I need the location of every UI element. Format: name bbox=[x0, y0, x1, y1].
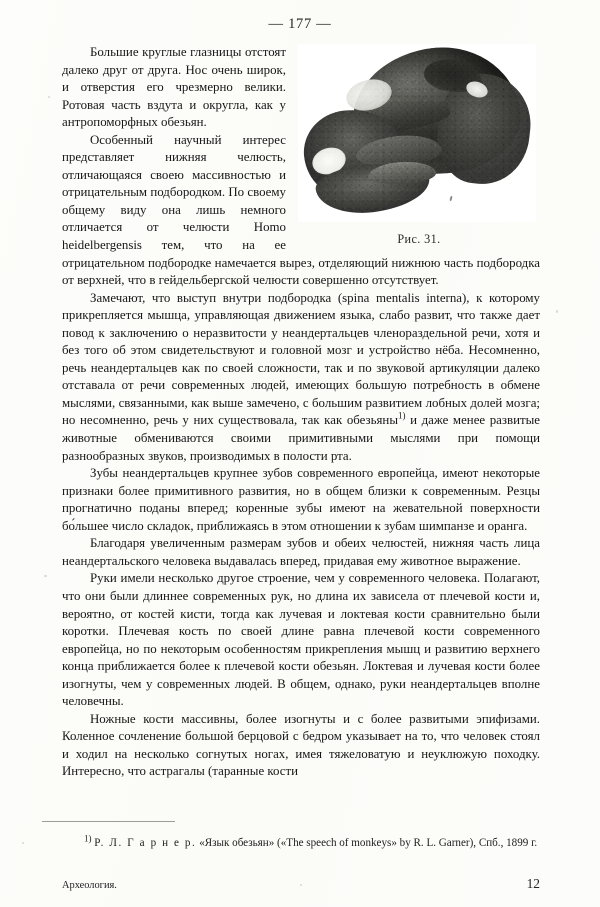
footnote-separator-rule bbox=[42, 821, 175, 822]
paragraph-2: Особенный научный интерес представляет нижняя челюсть, отличающаяся своею массивностью и отрицательным подбородком. По своему общему виду она лишь немного отличается от челюсти Homo heidelbergensis тем, что на ее отрицательном подбородке намечается вырез, отделяющий нижнюю часть подбородка от верхней, что в гейдельбергской челюсти совершенно отсутствует. bbox=[62, 132, 540, 288]
body-text-column bbox=[62, 44, 540, 781]
paragraph-4: Благодаря увеличенным размерам зубов и обеих челюстей, нижняя часть лица неандертальского человека выдавалась вперед, придавая ему животное выражение. bbox=[62, 536, 540, 568]
footnote-reference[interactable]: 1) bbox=[398, 411, 406, 422]
page-footer bbox=[62, 876, 540, 892]
paragraph-wrap-before: Замечают, что выступ внутри подбородка (spina mentalis interna), к которому прикрепляется мышца, управляющая движением языка, слабо развит, что также дает повод к заключению о неразвитости у неандертальцев членораздельной речи, хотя и без того об этом свидетельствуют и головной мозг и устройство нёба. Несомненно, речь неандертальцев как по своей сложности, так и по звуковой артикуляции далеко отставала от речи современных людей, имеющих большую потребность в обмене мыслями, связанными, как выше замечено, с большим развитием лобных долей мозга; но несомненно, речь у них существовала, так как обезьяны bbox=[62, 290, 540, 428]
paragraph-wrap bbox=[62, 290, 540, 465]
footnote-block bbox=[62, 833, 540, 851]
footnote-marker: 1) bbox=[84, 833, 92, 844]
scan-speck bbox=[48, 96, 50, 98]
figure-caption: Рис. 31. bbox=[397, 232, 441, 246]
paragraph-5: Руки имели несколько другое строение, чем у современного человека. Полагают, что они были длиннее современных рук, но длина их зависела от плечевой кости и, вероятно, от костей кисти, тогда как лучевая и локтевая кости сравнительно были коротки. Плечевая кость по своей длине равна плечевой кости современного европейца, но по некоторым особенностям прикрепления мышц и развитию верхнего конца приближается более к плечевой кости обезьян. Локтевая и лучевая кости более изогнуты, чем у современных людей. В общем, однако, руки неандертальцев вполне человечны. bbox=[62, 571, 540, 709]
skull-photograph bbox=[298, 44, 536, 222]
scan-speck bbox=[22, 842, 24, 844]
footnote-author: Р. Л. Г а р н е р. bbox=[94, 837, 197, 849]
paragraph-wrap-after: и даже менее развитые животные обмениваются своими примитивными мыслями при помощи разнообразных звуков, производимых в полости рта. bbox=[62, 413, 540, 463]
paragraph-6: Ножные кости массивны, более изогнуты и с более развитыми эпифизами. Коленное сочленение большой берцовой с бедром указывает на то, что человек стоял и ходил на несколько согнутых ногах, имея тяжеловатую и неуклюжую походку. Интересно, что астрагалы (таранные кости bbox=[62, 711, 540, 779]
paragraph-1: Большие круглые глазницы отстоят далеко друг от друга. Нос очень широк, и отверстия его чрезмерно велики. Ротовая часть вздута и округла, как у антропоморфных обезьян. bbox=[62, 45, 286, 130]
scan-speck bbox=[44, 575, 47, 577]
skull-illustration bbox=[298, 44, 536, 222]
footer-signature-number: 12 bbox=[526, 876, 540, 891]
footnote-body: «Язык обезьян» («The speech of monkeys» by R. L. Garner), Спб., 1899 г. bbox=[196, 837, 538, 849]
figure-skull bbox=[286, 44, 540, 253]
scan-speck bbox=[556, 310, 558, 313]
footer-book-title: Археология. bbox=[62, 880, 117, 891]
paragraph-3: Зубы неандертальцев крупнее зубов современного европейца, имеют некоторые признаки более примитивного развития, но в общем близки к современным. Резцы прогнатично поданы вперед; коренные зубы имеют на жевательной поверхности бо́льшее число складок, приближаясь в этом отношении к зубам шимпанзе и оранга. bbox=[62, 466, 540, 533]
footnote-text bbox=[62, 833, 540, 851]
page-number-header: — 177 — bbox=[268, 16, 332, 32]
